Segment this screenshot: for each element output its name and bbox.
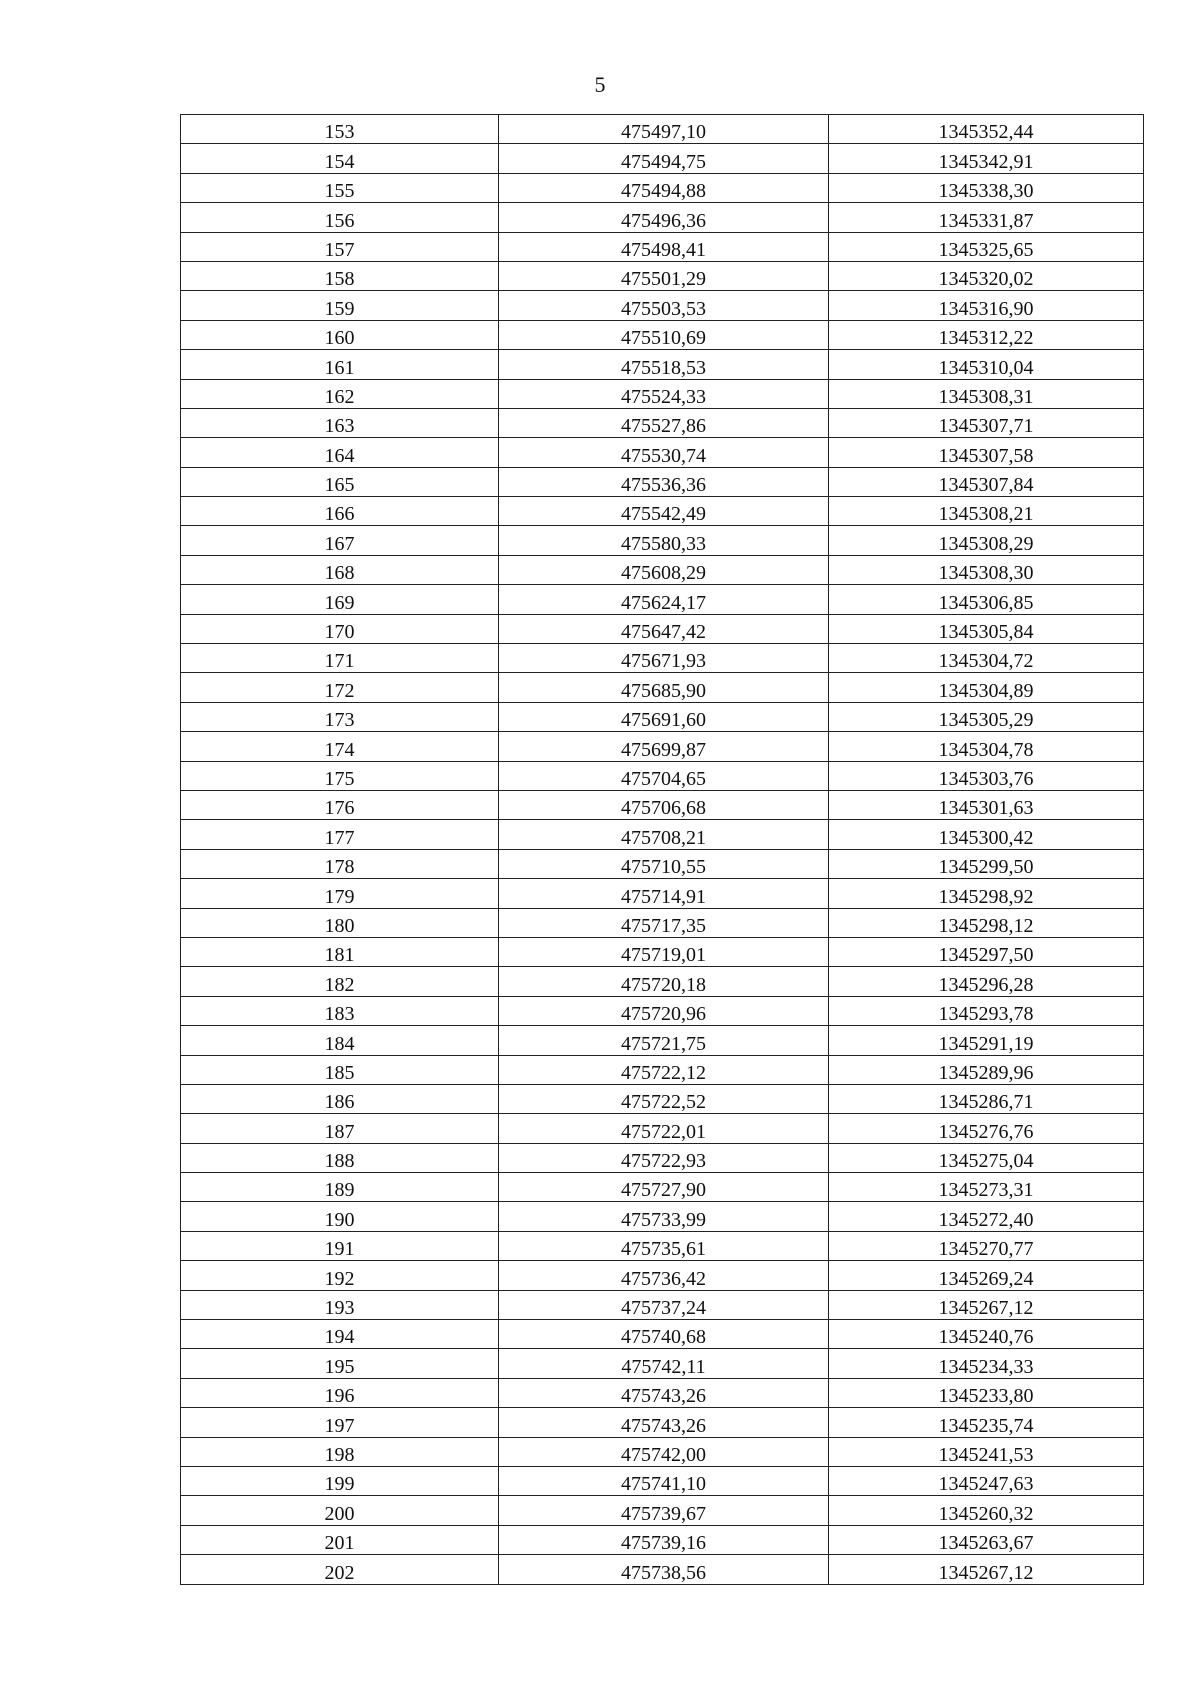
x-coordinate-cell: 475708,21 (499, 820, 829, 849)
x-coordinate-cell: 475743,26 (499, 1408, 829, 1437)
y-coordinate-cell: 1345275,04 (829, 1143, 1144, 1172)
x-coordinate-cell: 475503,53 (499, 291, 829, 320)
table-row (181, 732, 1144, 761)
table-row (181, 203, 1144, 232)
y-coordinate-cell: 1345269,24 (829, 1261, 1144, 1290)
table-row (181, 115, 1144, 144)
point-number-cell: 154 (181, 144, 499, 173)
table-row (181, 408, 1144, 437)
table-row (181, 849, 1144, 878)
y-coordinate-cell: 1345307,58 (829, 438, 1144, 467)
y-coordinate-cell: 1345233,80 (829, 1378, 1144, 1407)
table-row (181, 1320, 1144, 1349)
point-number-cell: 183 (181, 996, 499, 1025)
x-coordinate-cell: 475647,42 (499, 614, 829, 643)
y-coordinate-cell: 1345308,29 (829, 526, 1144, 555)
x-coordinate-cell: 475494,75 (499, 144, 829, 173)
point-number-cell: 198 (181, 1437, 499, 1466)
table-row (181, 1114, 1144, 1143)
point-number-cell: 158 (181, 261, 499, 290)
x-coordinate-cell: 475739,16 (499, 1525, 829, 1554)
point-number-cell: 170 (181, 614, 499, 643)
point-number-cell: 168 (181, 555, 499, 584)
y-coordinate-cell: 1345298,12 (829, 908, 1144, 937)
table-row (181, 497, 1144, 526)
x-coordinate-cell: 475738,56 (499, 1555, 829, 1584)
table-row (181, 1231, 1144, 1260)
y-coordinate-cell: 1345260,32 (829, 1496, 1144, 1525)
x-coordinate-cell: 475536,36 (499, 467, 829, 496)
y-coordinate-cell: 1345240,76 (829, 1320, 1144, 1349)
coordinates-table-body (181, 115, 1144, 1585)
x-coordinate-cell: 475527,86 (499, 408, 829, 437)
point-number-cell: 159 (181, 291, 499, 320)
point-number-cell: 192 (181, 1261, 499, 1290)
table-row (181, 644, 1144, 673)
table-row (181, 908, 1144, 937)
point-number-cell: 155 (181, 173, 499, 202)
y-coordinate-cell: 1345267,12 (829, 1290, 1144, 1319)
x-coordinate-cell: 475496,36 (499, 203, 829, 232)
table-row (181, 761, 1144, 790)
y-coordinate-cell: 1345305,29 (829, 702, 1144, 731)
point-number-cell: 177 (181, 820, 499, 849)
x-coordinate-cell: 475722,12 (499, 1055, 829, 1084)
y-coordinate-cell: 1345276,76 (829, 1114, 1144, 1143)
point-number-cell: 193 (181, 1290, 499, 1319)
x-coordinate-cell: 475736,42 (499, 1261, 829, 1290)
y-coordinate-cell: 1345296,28 (829, 967, 1144, 996)
x-coordinate-cell: 475498,41 (499, 232, 829, 261)
table-row (181, 790, 1144, 819)
point-number-cell: 156 (181, 203, 499, 232)
y-coordinate-cell: 1345247,63 (829, 1466, 1144, 1495)
point-number-cell: 167 (181, 526, 499, 555)
y-coordinate-cell: 1345301,63 (829, 790, 1144, 819)
table-row (181, 673, 1144, 702)
table-row (181, 1290, 1144, 1319)
table-row (181, 1349, 1144, 1378)
x-coordinate-cell: 475671,93 (499, 644, 829, 673)
point-number-cell: 181 (181, 937, 499, 966)
point-number-cell: 164 (181, 438, 499, 467)
y-coordinate-cell: 1345331,87 (829, 203, 1144, 232)
y-coordinate-cell: 1345325,65 (829, 232, 1144, 261)
y-coordinate-cell: 1345303,76 (829, 761, 1144, 790)
point-number-cell: 191 (181, 1231, 499, 1260)
x-coordinate-cell: 475624,17 (499, 585, 829, 614)
point-number-cell: 162 (181, 379, 499, 408)
table-row (181, 1084, 1144, 1113)
y-coordinate-cell: 1345312,22 (829, 320, 1144, 349)
y-coordinate-cell: 1345273,31 (829, 1173, 1144, 1202)
x-coordinate-cell: 475494,88 (499, 173, 829, 202)
y-coordinate-cell: 1345308,21 (829, 497, 1144, 526)
y-coordinate-cell: 1345308,31 (829, 379, 1144, 408)
point-number-cell: 188 (181, 1143, 499, 1172)
table-row (181, 1437, 1144, 1466)
y-coordinate-cell: 1345299,50 (829, 849, 1144, 878)
x-coordinate-cell: 475721,75 (499, 1026, 829, 1055)
point-number-cell: 190 (181, 1202, 499, 1231)
table-row (181, 467, 1144, 496)
x-coordinate-cell: 475706,68 (499, 790, 829, 819)
x-coordinate-cell: 475717,35 (499, 908, 829, 937)
x-coordinate-cell: 475580,33 (499, 526, 829, 555)
y-coordinate-cell: 1345304,89 (829, 673, 1144, 702)
table-row (181, 1496, 1144, 1525)
x-coordinate-cell: 475691,60 (499, 702, 829, 731)
point-number-cell: 200 (181, 1496, 499, 1525)
y-coordinate-cell: 1345316,90 (829, 291, 1144, 320)
point-number-cell: 161 (181, 350, 499, 379)
table-row (181, 614, 1144, 643)
x-coordinate-cell: 475608,29 (499, 555, 829, 584)
y-coordinate-cell: 1345293,78 (829, 996, 1144, 1025)
x-coordinate-cell: 475742,00 (499, 1437, 829, 1466)
x-coordinate-cell: 475719,01 (499, 937, 829, 966)
x-coordinate-cell: 475727,90 (499, 1173, 829, 1202)
point-number-cell: 187 (181, 1114, 499, 1143)
x-coordinate-cell: 475735,61 (499, 1231, 829, 1260)
table-row (181, 996, 1144, 1025)
x-coordinate-cell: 475741,10 (499, 1466, 829, 1495)
y-coordinate-cell: 1345289,96 (829, 1055, 1144, 1084)
table-row (181, 291, 1144, 320)
y-coordinate-cell: 1345300,42 (829, 820, 1144, 849)
table-row (181, 232, 1144, 261)
table-row (181, 1408, 1144, 1437)
table-row (181, 1525, 1144, 1554)
table-row (181, 702, 1144, 731)
table-row (181, 879, 1144, 908)
point-number-cell: 180 (181, 908, 499, 937)
table-row (181, 1143, 1144, 1172)
point-number-cell: 179 (181, 879, 499, 908)
point-number-cell: 186 (181, 1084, 499, 1113)
point-number-cell: 201 (181, 1525, 499, 1554)
x-coordinate-cell: 475542,49 (499, 497, 829, 526)
point-number-cell: 194 (181, 1320, 499, 1349)
y-coordinate-cell: 1345305,84 (829, 614, 1144, 643)
x-coordinate-cell: 475733,99 (499, 1202, 829, 1231)
x-coordinate-cell: 475497,10 (499, 115, 829, 144)
table-row (181, 1466, 1144, 1495)
table-row (181, 820, 1144, 849)
y-coordinate-cell: 1345270,77 (829, 1231, 1144, 1260)
page-number: 5 (594, 72, 606, 97)
point-number-cell: 169 (181, 585, 499, 614)
point-number-cell: 185 (181, 1055, 499, 1084)
point-number-cell: 202 (181, 1555, 499, 1584)
table-row (181, 585, 1144, 614)
x-coordinate-cell: 475739,67 (499, 1496, 829, 1525)
x-coordinate-cell: 475722,01 (499, 1114, 829, 1143)
table-row (181, 1378, 1144, 1407)
x-coordinate-cell: 475743,26 (499, 1378, 829, 1407)
y-coordinate-cell: 1345342,91 (829, 144, 1144, 173)
x-coordinate-cell: 475510,69 (499, 320, 829, 349)
x-coordinate-cell: 475710,55 (499, 849, 829, 878)
y-coordinate-cell: 1345308,30 (829, 555, 1144, 584)
x-coordinate-cell: 475742,11 (499, 1349, 829, 1378)
coordinates-table (180, 114, 1144, 1585)
y-coordinate-cell: 1345286,71 (829, 1084, 1144, 1113)
table-row (181, 1026, 1144, 1055)
table-row (181, 1055, 1144, 1084)
table-row (181, 967, 1144, 996)
y-coordinate-cell: 1345267,12 (829, 1555, 1144, 1584)
x-coordinate-cell: 475518,53 (499, 350, 829, 379)
y-coordinate-cell: 1345272,40 (829, 1202, 1144, 1231)
point-number-cell: 196 (181, 1378, 499, 1407)
x-coordinate-cell: 475699,87 (499, 732, 829, 761)
point-number-cell: 174 (181, 732, 499, 761)
point-number-cell: 197 (181, 1408, 499, 1437)
point-number-cell: 173 (181, 702, 499, 731)
point-number-cell: 163 (181, 408, 499, 437)
x-coordinate-cell: 475704,65 (499, 761, 829, 790)
table-row (181, 1202, 1144, 1231)
y-coordinate-cell: 1345263,67 (829, 1525, 1144, 1554)
x-coordinate-cell: 475501,29 (499, 261, 829, 290)
point-number-cell: 175 (181, 761, 499, 790)
y-coordinate-cell: 1345338,30 (829, 173, 1144, 202)
y-coordinate-cell: 1345241,53 (829, 1437, 1144, 1466)
y-coordinate-cell: 1345306,85 (829, 585, 1144, 614)
point-number-cell: 178 (181, 849, 499, 878)
x-coordinate-cell: 475720,18 (499, 967, 829, 996)
y-coordinate-cell: 1345298,92 (829, 879, 1144, 908)
point-number-cell: 171 (181, 644, 499, 673)
x-coordinate-cell: 475737,24 (499, 1290, 829, 1319)
y-coordinate-cell: 1345304,72 (829, 644, 1144, 673)
table-row (181, 937, 1144, 966)
y-coordinate-cell: 1345304,78 (829, 732, 1144, 761)
point-number-cell: 172 (181, 673, 499, 702)
point-number-cell: 166 (181, 497, 499, 526)
x-coordinate-cell: 475524,33 (499, 379, 829, 408)
point-number-cell: 189 (181, 1173, 499, 1202)
point-number-cell: 182 (181, 967, 499, 996)
x-coordinate-cell: 475722,93 (499, 1143, 829, 1172)
table-row (181, 320, 1144, 349)
point-number-cell: 195 (181, 1349, 499, 1378)
point-number-cell: 160 (181, 320, 499, 349)
y-coordinate-cell: 1345234,33 (829, 1349, 1144, 1378)
table-row (181, 1555, 1144, 1584)
point-number-cell: 199 (181, 1466, 499, 1495)
table-row (181, 1173, 1144, 1202)
x-coordinate-cell: 475685,90 (499, 673, 829, 702)
y-coordinate-cell: 1345310,04 (829, 350, 1144, 379)
y-coordinate-cell: 1345320,02 (829, 261, 1144, 290)
y-coordinate-cell: 1345352,44 (829, 115, 1144, 144)
x-coordinate-cell: 475720,96 (499, 996, 829, 1025)
x-coordinate-cell: 475530,74 (499, 438, 829, 467)
table-row (181, 379, 1144, 408)
table-row (181, 261, 1144, 290)
x-coordinate-cell: 475714,91 (499, 879, 829, 908)
table-row (181, 350, 1144, 379)
table-row (181, 555, 1144, 584)
point-number-cell: 153 (181, 115, 499, 144)
table-row (181, 1261, 1144, 1290)
table-row (181, 144, 1144, 173)
x-coordinate-cell: 475722,52 (499, 1084, 829, 1113)
x-coordinate-cell: 475740,68 (499, 1320, 829, 1349)
point-number-cell: 157 (181, 232, 499, 261)
point-number-cell: 165 (181, 467, 499, 496)
y-coordinate-cell: 1345291,19 (829, 1026, 1144, 1055)
y-coordinate-cell: 1345297,50 (829, 937, 1144, 966)
table-row (181, 526, 1144, 555)
table-row (181, 438, 1144, 467)
y-coordinate-cell: 1345307,71 (829, 408, 1144, 437)
y-coordinate-cell: 1345307,84 (829, 467, 1144, 496)
point-number-cell: 176 (181, 790, 499, 819)
point-number-cell: 184 (181, 1026, 499, 1055)
table-row (181, 173, 1144, 202)
y-coordinate-cell: 1345235,74 (829, 1408, 1144, 1437)
